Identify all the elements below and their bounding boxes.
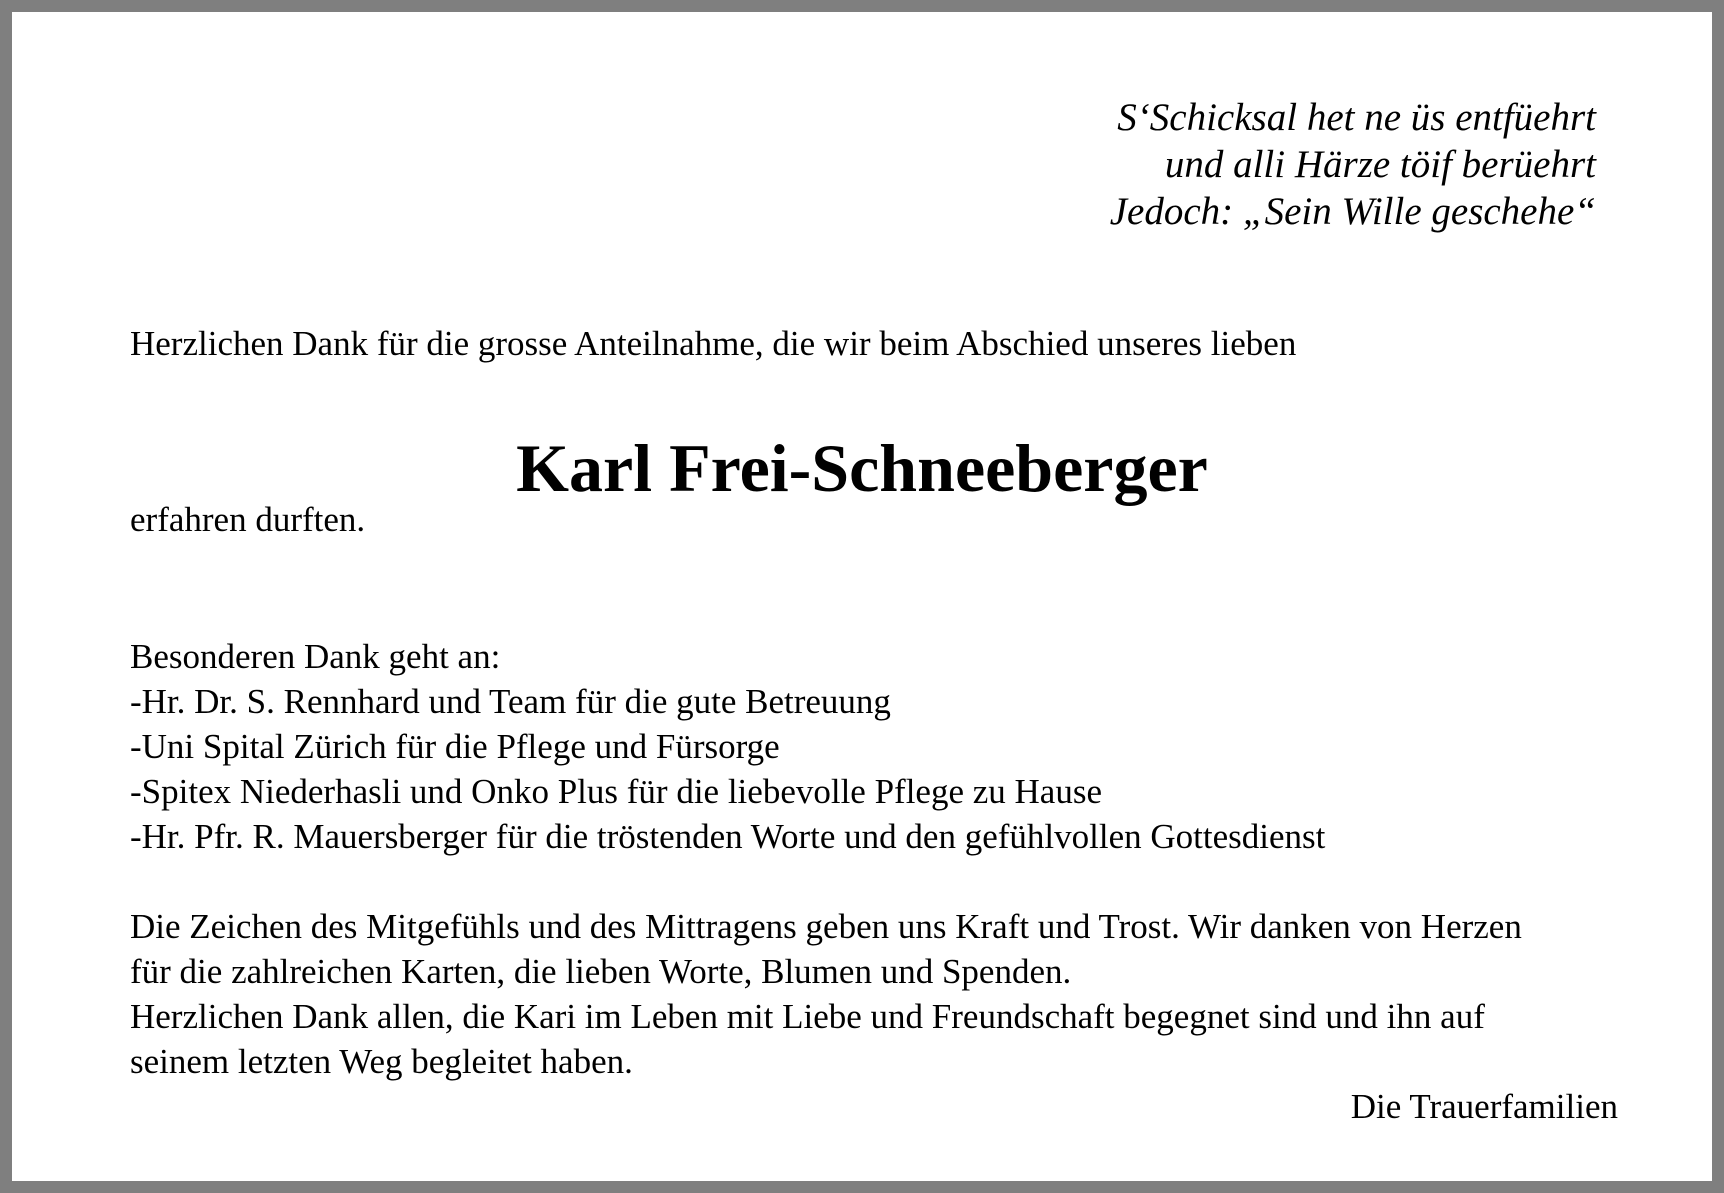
special-thanks-item: -Spitex Niederhasli und Onko Plus für die liebevolle Pflege zu Hause bbox=[130, 772, 1103, 811]
special-thanks-item: -Hr. Pfr. R. Mauersberger für die tröstenden Worte und den gefühlvollen Gottesdienst bbox=[130, 817, 1326, 856]
closing-line: Herzlichen Dank allen, die Kari im Leben mit Liebe und Freundschaft begegnet sind und ihn auf bbox=[130, 997, 1485, 1036]
closing-line: für die zahlreichen Karten, die lieben Worte, Blumen und Spenden. bbox=[130, 952, 1072, 991]
intro-text: Herzlichen Dank für die grosse Anteilnahme, die wir beim Abschied unseres lieben bbox=[130, 324, 1297, 363]
verse-line: S‘Schicksal het ne üs entfüehrt bbox=[1117, 96, 1596, 139]
verse-line: und alli Härze töif berüehrt bbox=[1164, 143, 1596, 186]
verse-line: Jedoch: „Sein Wille geschehe“ bbox=[1109, 190, 1596, 233]
special-thanks-heading: Besonderen Dank geht an: bbox=[130, 637, 501, 676]
special-thanks-item: -Uni Spital Zürich für die Pflege und Fürsorge bbox=[130, 727, 780, 766]
outro-text: erfahren durften. bbox=[130, 500, 366, 539]
special-thanks-item: -Hr. Dr. S. Rennhard und Team für die gute Betreuung bbox=[130, 682, 891, 721]
closing-line: seinem letzten Weg begleitet haben. bbox=[130, 1042, 633, 1081]
obituary-card bbox=[12, 12, 1712, 1181]
closing-paragraph bbox=[130, 904, 1522, 1084]
deceased-name: Karl Frei-Schneeberger bbox=[516, 430, 1208, 506]
special-thanks-block bbox=[130, 634, 1325, 859]
closing-line: Die Zeichen des Mitgefühls und des Mittragens geben uns Kraft und Trost. Wir danken von Herzen bbox=[130, 907, 1522, 946]
verse-block bbox=[1110, 94, 1596, 235]
signature: Die Trauerfamilien bbox=[1350, 1087, 1618, 1126]
